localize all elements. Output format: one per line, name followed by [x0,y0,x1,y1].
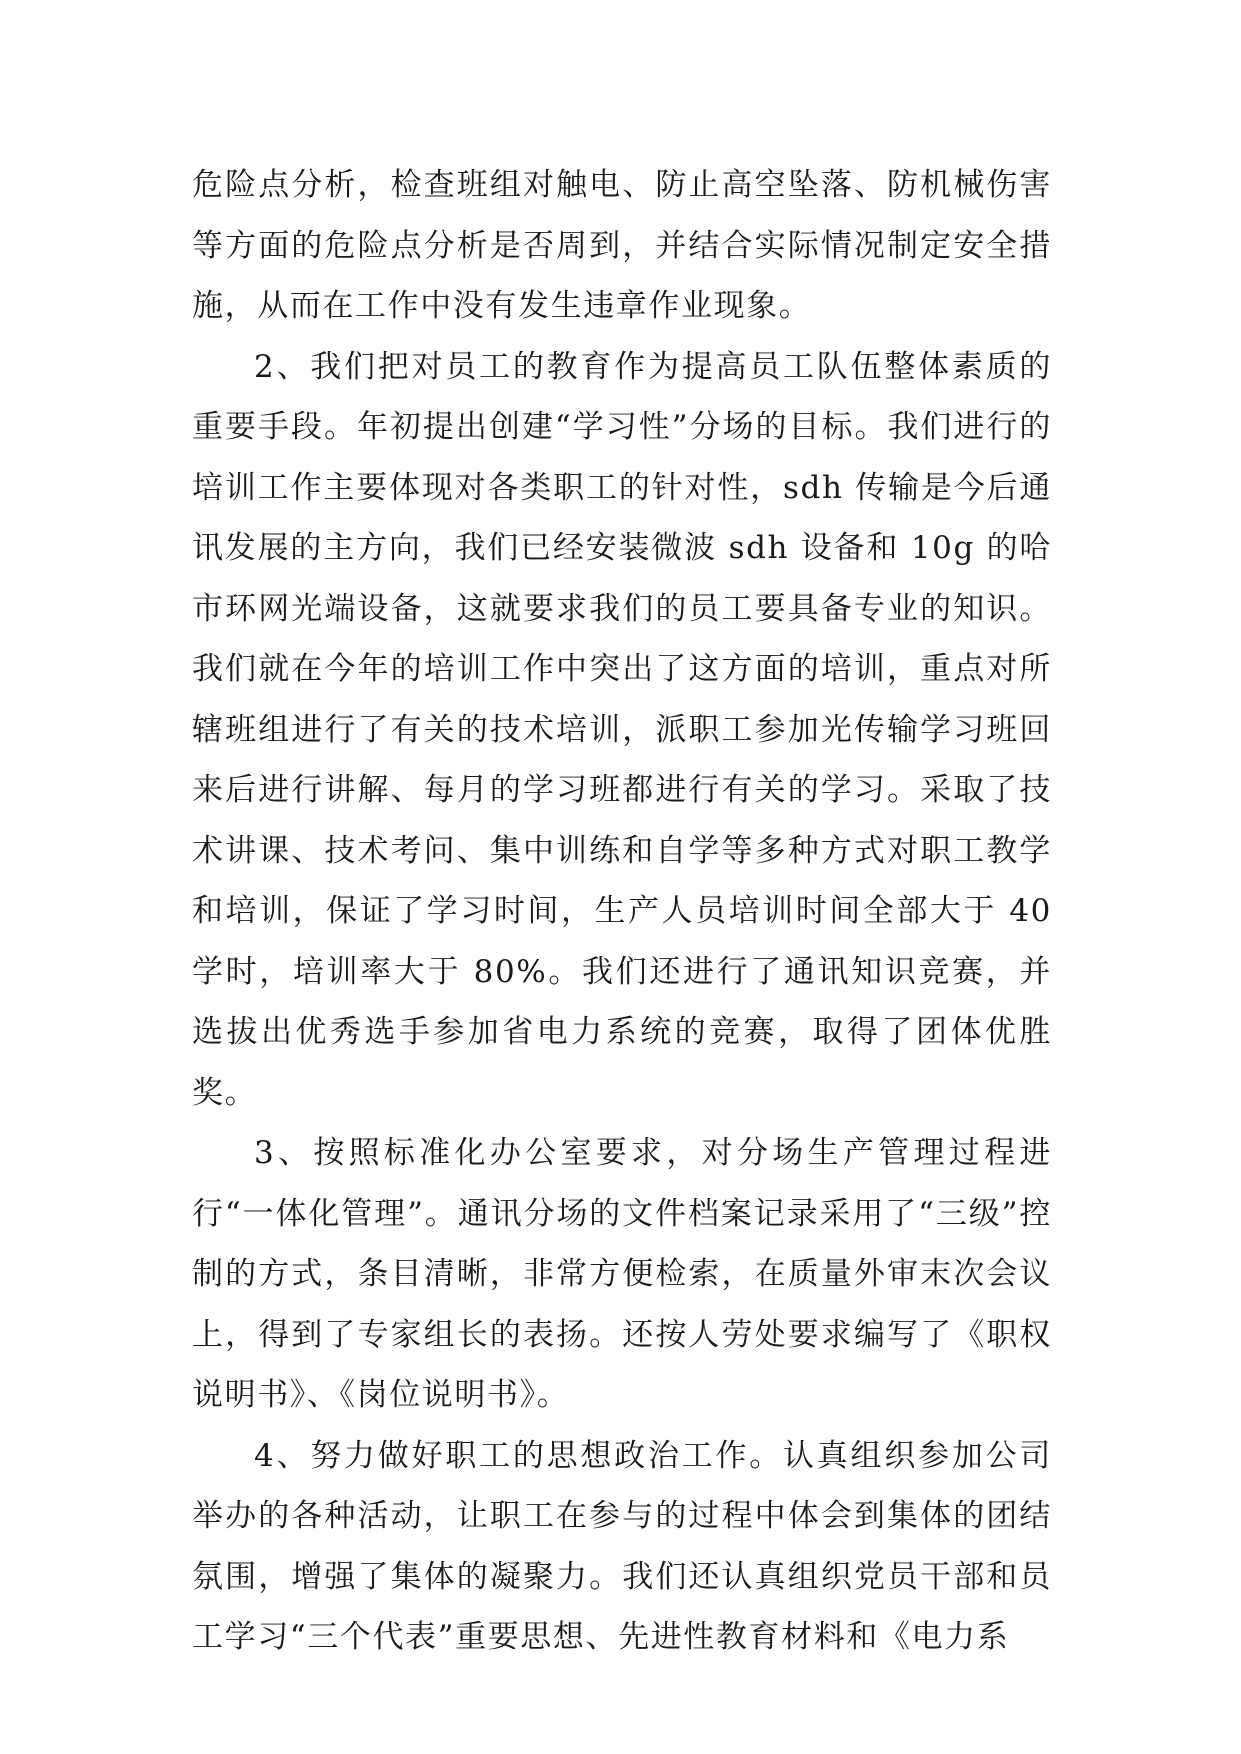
paragraph-item-2: 2、我们把对员工的教育作为提高员工队伍整体素质的重要手段。年初提出创建“学习性”分场的目标。我们进行的培训工作主要体现对各类职工的针对性，sdh 传输是今后通讯发展的主方向，我们已经安装微波 sdh 设备和 10g 的哈市环网光端设备，这就要求我们的员工要具备专业的知识。我们就在今年的培训工作中突出了这方面的培训，重点对所辖班组进行了有关的技术培训，派职工参加光传输学习班回来后进行讲解、每月的学习班都进行有关的学习。采取了技术讲课、技术考问、集中训练和自学等多种方式对职工教学和培训，保证了学习时间，生产人员培训时间全部大于 40 学时，培训率大于 80%。我们还进行了通讯知识竞赛，并选拔出优秀选手参加省电力系统的竞赛，取得了团体优胜奖。 [192,348,1052,1111]
document-body [192,155,1052,1668]
paragraph-item-4: 4、努力做好职工的思想政治工作。认真组织参加公司举办的各种活动，让职工在参与的过程中体会到集体的团结氛围，增强了集体的凝聚力。我们还认真组织党员干部和员工学习“三个代表”重要思想、先进性教育材料和《电力系 [192,1437,1052,1655]
paragraph-item-3: 3、按照标准化办公室要求，对分场生产管理过程进行“一体化管理”。通讯分场的文件档案记录采用了“三级”控制的方式，条目清晰，非常方便检索，在质量外审末次会议上，得到了专家组长的表扬。还按人劳处要求编写了《职权说明书》、《岗位说明书》。 [192,1135,1052,1413]
paragraph-continuation: 危险点分析，检查班组对触电、防止高空坠落、防机械伤害等方面的危险点分析是否周到，并结合实际情况制定安全措施，从而在工作中没有发生违章作业现象。 [192,167,1052,324]
